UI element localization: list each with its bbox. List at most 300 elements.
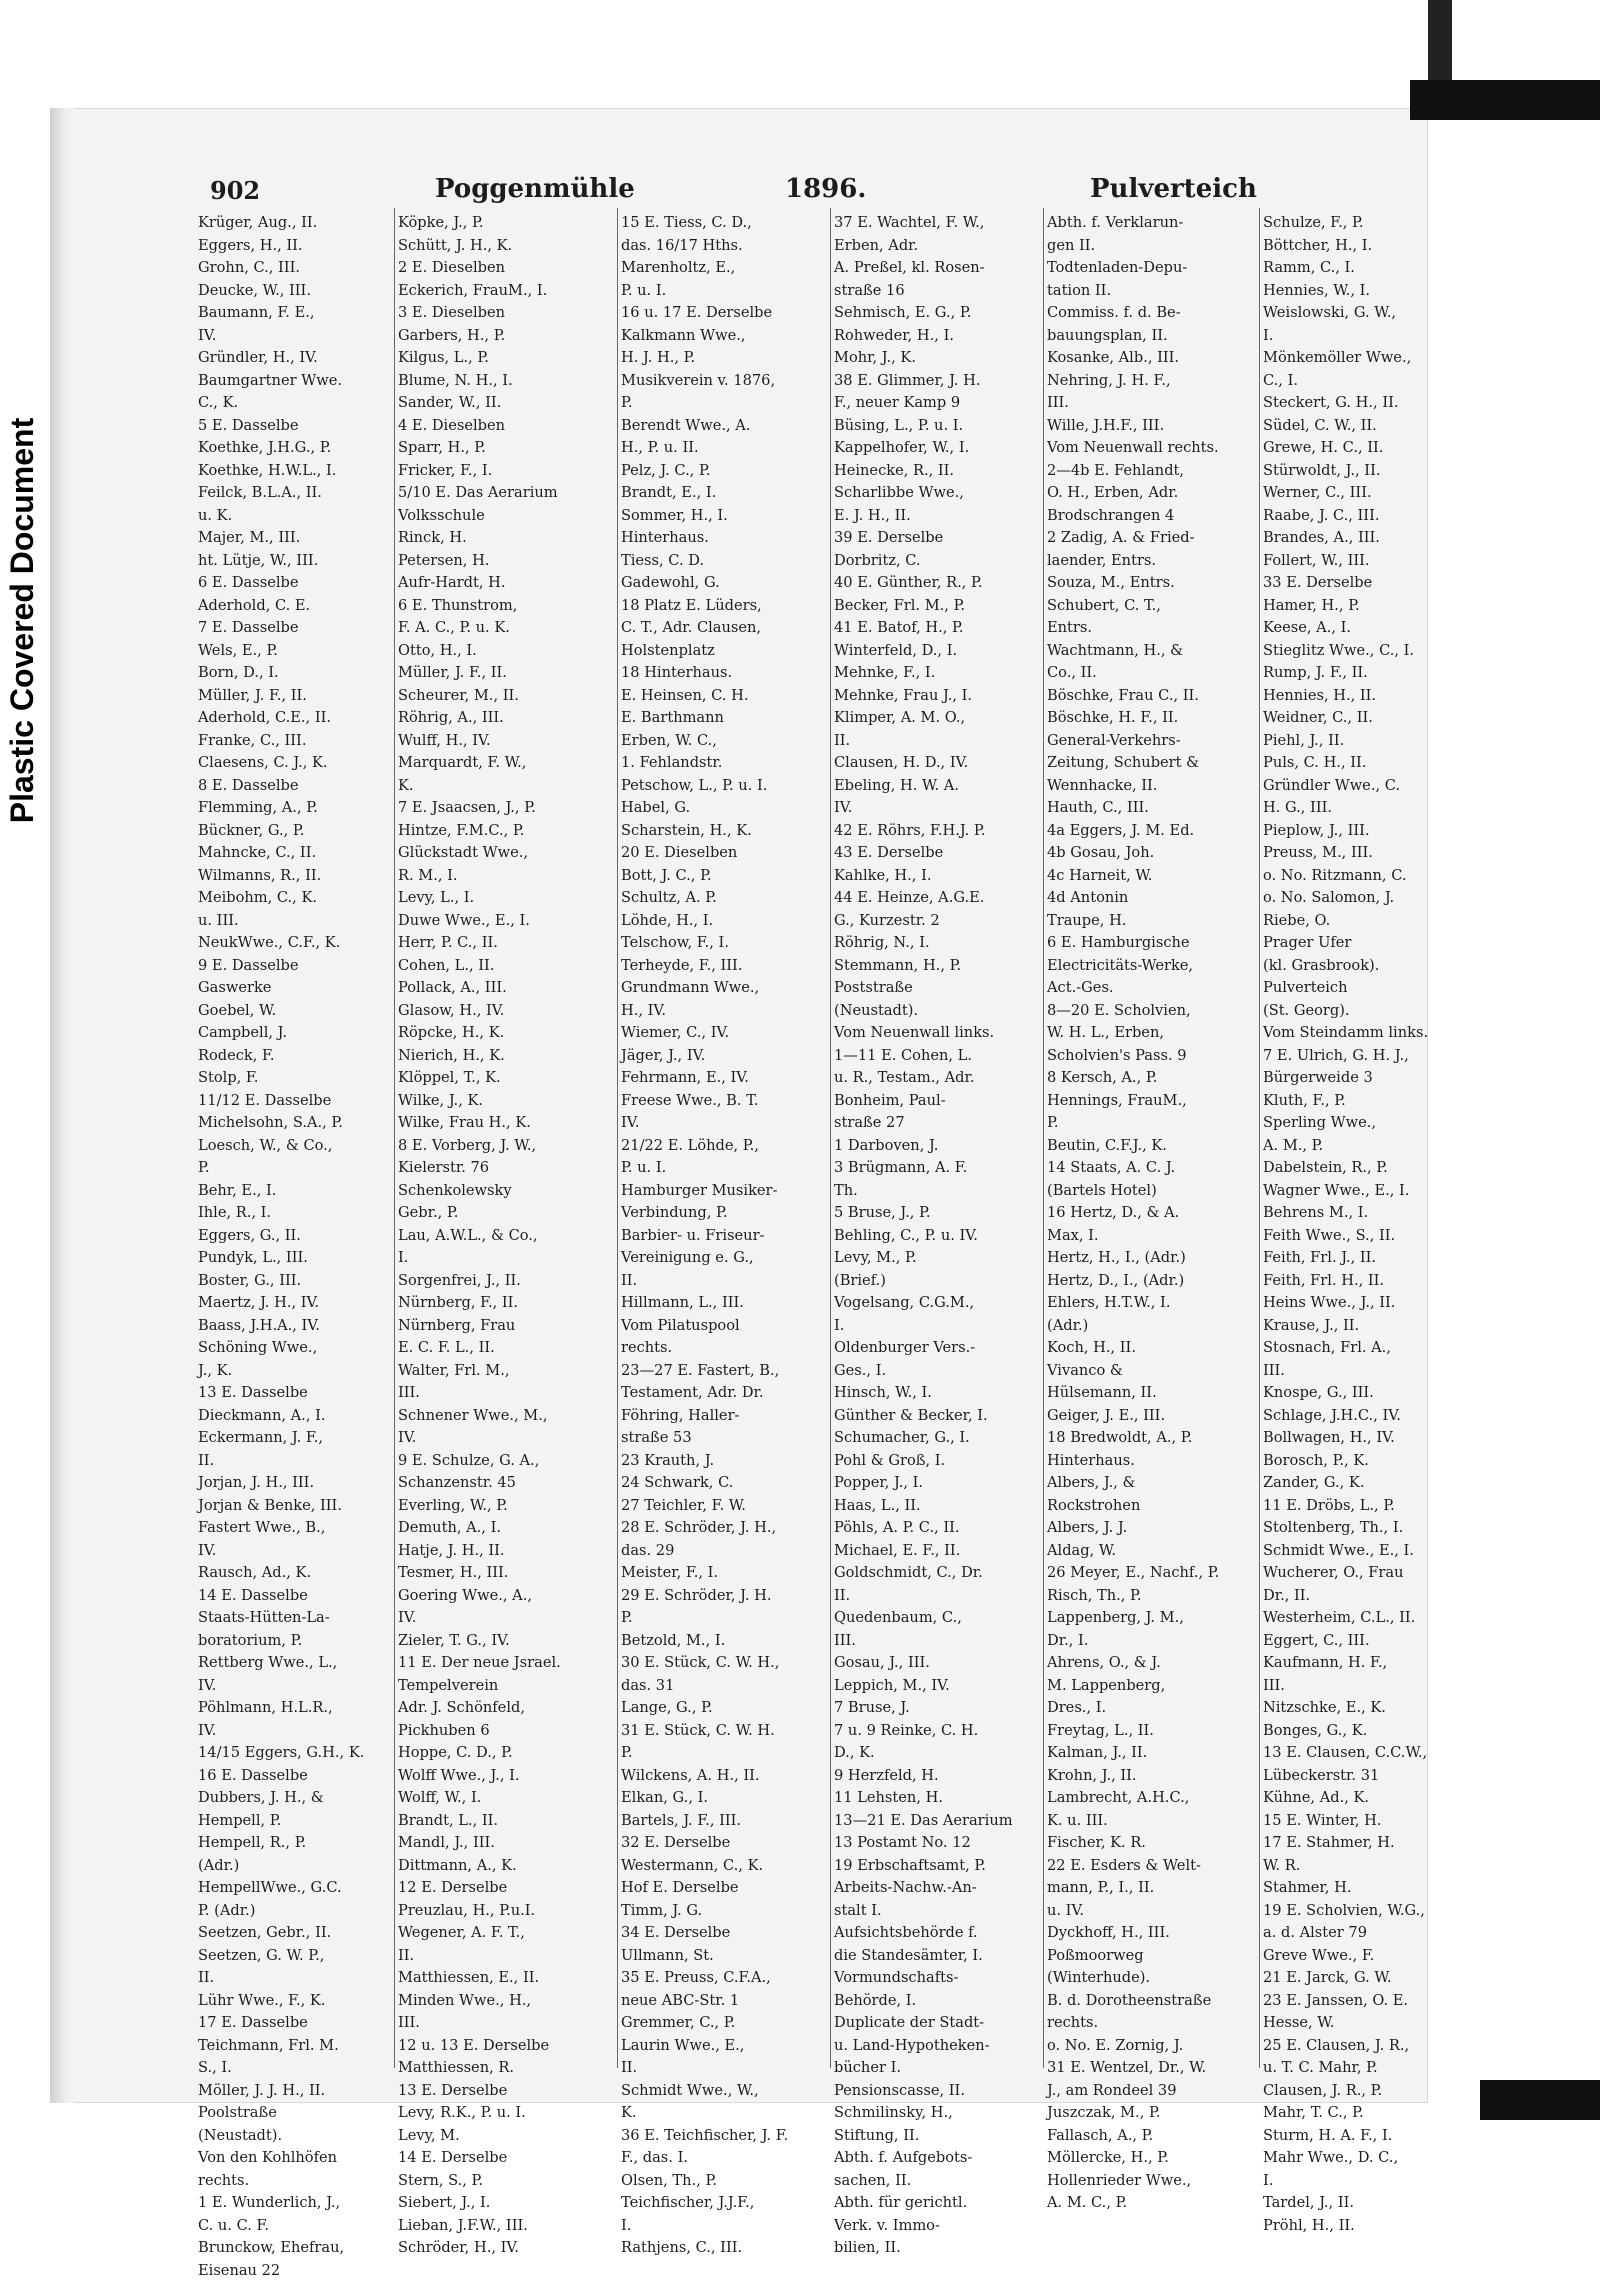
directory-entry-line: Claesens, C. J., K.: [198, 752, 390, 775]
directory-entry-line: IV.: [198, 325, 390, 348]
directory-entry-line: Loesch, W., & Co.,: [198, 1135, 390, 1158]
directory-entry-line: Schanzenstr. 45: [398, 1472, 614, 1495]
directory-entry-line: Feith, Frl. H., II.: [1263, 1270, 1473, 1293]
directory-entry-line: Ahrens, O., & J.: [1047, 1652, 1257, 1675]
directory-entry-line: G., Kurzestr. 2: [834, 910, 1040, 933]
directory-entry-line: Elkan, G., I.: [621, 1787, 827, 1810]
directory-entry-line: 35 E. Preuss, C.F.A.,: [621, 1967, 827, 1990]
directory-entry-line: Lieban, J.F.W., III.: [398, 2215, 614, 2238]
directory-entry-line: Haas, L., II.: [834, 1495, 1040, 1518]
directory-entry-line: Deucke, W., III.: [198, 280, 390, 303]
directory-entry-line: Th.: [834, 1180, 1040, 1203]
directory-entry-line: (Neustadt).: [198, 2125, 390, 2148]
directory-entry-line: Vereinigung e. G.,: [621, 1247, 827, 1270]
directory-entry-line: Heins Wwe., J., II.: [1263, 1292, 1473, 1315]
directory-entry-line: Westerheim, C.L., II.: [1263, 1607, 1473, 1630]
directory-entry-line: 34 E. Derselbe: [621, 1922, 827, 1945]
directory-entry-line: Wegener, A. F. T.,: [398, 1922, 614, 1945]
directory-entry-line: Duplicate der Stadt-: [834, 2012, 1040, 2035]
directory-entry-line: Teichfischer, J.J.F.,: [621, 2192, 827, 2215]
directory-entry-line: 21 E. Jarck, G. W.: [1263, 1967, 1473, 1990]
directory-entry-line: Petersen, H.: [398, 550, 614, 573]
directory-column-5: [1047, 212, 1257, 2072]
directory-entry-line: Pollack, A., III.: [398, 977, 614, 1000]
directory-entry-line: Dyckhoff, H., III.: [1047, 1922, 1257, 1945]
directory-entry-line: bauungsplan, II.: [1047, 325, 1257, 348]
directory-entry-line: Sommer, H., I.: [621, 505, 827, 528]
directory-entry-line: Verbindung, P.: [621, 1202, 827, 1225]
directory-entry-line: Fastert Wwe., B.,: [198, 1517, 390, 1540]
directory-entry-line: Lambrecht, A.H.C.,: [1047, 1787, 1257, 1810]
directory-entry-line: C., K.: [198, 392, 390, 415]
directory-entry-line: C., I.: [1263, 370, 1473, 393]
directory-entry-line: Vom Neuenwall links.: [834, 1022, 1040, 1045]
directory-entry-line: Kahlke, H., I.: [834, 865, 1040, 888]
directory-entry-line: bücher I.: [834, 2057, 1040, 2080]
directory-entry-line: Pöhls, A. P. C., II.: [834, 1517, 1040, 1540]
directory-entry-line: Gründler, H., IV.: [198, 347, 390, 370]
directory-entry-line: Cohen, L., II.: [398, 955, 614, 978]
directory-entry-line: Wucherer, O., Frau: [1263, 1562, 1473, 1585]
directory-entry-line: J., am Rondeel 39: [1047, 2080, 1257, 2103]
directory-entry-line: rechts.: [198, 2170, 390, 2193]
directory-entry-line: Terheyde, F., III.: [621, 955, 827, 978]
directory-entry-line: III.: [1263, 1360, 1473, 1383]
directory-entry-line: Kaufmann, H. F.,: [1263, 1652, 1473, 1675]
directory-entry-line: Feilck, B.L.A., II.: [198, 482, 390, 505]
directory-entry-line: 15 E. Tiess, C. D.,: [621, 212, 827, 235]
directory-entry-line: Rettberg Wwe., L.,: [198, 1652, 390, 1675]
directory-entry-line: IV.: [198, 1720, 390, 1743]
directory-entry-line: B. d. Dorotheenstraße: [1047, 1990, 1257, 2013]
column-rule: [1043, 208, 1044, 2068]
directory-entry-line: Laurin Wwe., E.,: [621, 2035, 827, 2058]
directory-entry-line: S., I.: [198, 2057, 390, 2080]
directory-entry-line: Koch, H., II.: [1047, 1337, 1257, 1360]
directory-entry-line: P.: [621, 1607, 827, 1630]
directory-entry-line: o. No. Salomon, J.: [1263, 887, 1473, 910]
directory-entry-line: Michelsohn, S.A., P.: [198, 1112, 390, 1135]
directory-entry-line: Michael, E. F., II.: [834, 1540, 1040, 1563]
directory-entry-line: Riebe, O.: [1263, 910, 1473, 933]
directory-entry-line: II.: [198, 1450, 390, 1473]
directory-entry-line: Garbers, H., P.: [398, 325, 614, 348]
directory-entry-line: Schütt, J. H., K.: [398, 235, 614, 258]
directory-entry-line: Röpcke, H., K.: [398, 1022, 614, 1045]
directory-entry-line: Holstenplatz: [621, 640, 827, 663]
directory-entry-line: Lau, A.W.L., & Co.,: [398, 1225, 614, 1248]
directory-entry-line: I.: [398, 1247, 614, 1270]
directory-entry-line: Gründler Wwe., C.: [1263, 775, 1473, 798]
directory-entry-line: Demuth, A., I.: [398, 1517, 614, 1540]
directory-entry-line: Teichmann, Frl. M.: [198, 2035, 390, 2058]
directory-entry-line: Wiemer, C., IV.: [621, 1022, 827, 1045]
directory-entry-line: Schöning Wwe.,: [198, 1337, 390, 1360]
directory-entry-line: Seetzen, G. W. P.,: [198, 1945, 390, 1968]
directory-entry-line: 8 E. Vorberg, J. W.,: [398, 1135, 614, 1158]
directory-entry-line: mann, P., I., II.: [1047, 1877, 1257, 1900]
directory-entry-line: Lübeckerstr. 31: [1263, 1765, 1473, 1788]
directory-entry-line: Hesse, W.: [1263, 2012, 1473, 2035]
directory-entry-line: Levy, R.K., P. u. I.: [398, 2102, 614, 2125]
directory-entry-line: Gremmer, C., P.: [621, 2012, 827, 2035]
directory-entry-line: 32 E. Derselbe: [621, 1832, 827, 1855]
directory-entry-line: Clausen, H. D., IV.: [834, 752, 1040, 775]
directory-entry-line: Von den Kohlhöfen: [198, 2147, 390, 2170]
directory-entry-line: 4c Harneit, W.: [1047, 865, 1257, 888]
directory-entry-line: Gadewohl, G.: [621, 572, 827, 595]
directory-entry-line: III.: [1047, 392, 1257, 415]
directory-entry-line: Aderhold, C. E.: [198, 595, 390, 618]
directory-entry-line: Mandl, J., III.: [398, 1832, 614, 1855]
scan-border-bottom-right: [1480, 2080, 1600, 2120]
directory-entry-line: Koethke, J.H.G., P.: [198, 437, 390, 460]
directory-entry-line: Zeitung, Schubert &: [1047, 752, 1257, 775]
directory-entry-line: Stern, S., P.: [398, 2170, 614, 2193]
directory-entry-line: Baass, J.H.A., IV.: [198, 1315, 390, 1338]
directory-entry-line: 3 Brügmann, A. F.: [834, 1157, 1040, 1180]
directory-entry-line: Mahr Wwe., D. C.,: [1263, 2147, 1473, 2170]
directory-entry-line: Dieckmann, A., I.: [198, 1405, 390, 1428]
directory-entry-line: Zieler, T. G., IV.: [398, 1630, 614, 1653]
directory-entry-line: Siebert, J., I.: [398, 2192, 614, 2215]
directory-entry-line: Stosnach, Frl. A.,: [1263, 1337, 1473, 1360]
directory-entry-line: II.: [621, 1270, 827, 1293]
directory-entry-line: W. R.: [1263, 1855, 1473, 1878]
directory-entry-line: Ramm, C., I.: [1263, 257, 1473, 280]
directory-entry-line: IV.: [198, 1540, 390, 1563]
directory-entry-line: 24 Schwark, C.: [621, 1472, 827, 1495]
directory-entry-line: Max, I.: [1047, 1225, 1257, 1248]
directory-entry-line: IV.: [198, 1675, 390, 1698]
directory-entry-line: Erben, Adr.: [834, 235, 1040, 258]
directory-entry-line: F., neuer Kamp 9: [834, 392, 1040, 415]
directory-entry-line: 18 Hinterhaus.: [621, 662, 827, 685]
directory-entry-line: a. d. Alster 79: [1263, 1922, 1473, 1945]
directory-entry-line: Hülsemann, II.: [1047, 1382, 1257, 1405]
directory-entry-line: Tempelverein: [398, 1675, 614, 1698]
directory-entry-line: Hennies, H., II.: [1263, 685, 1473, 708]
directory-entry-line: Aufsichtsbehörde f.: [834, 1922, 1040, 1945]
directory-entry-line: 21/22 E. Löhde, P.,: [621, 1135, 827, 1158]
directory-entry-line: Leppich, M., IV.: [834, 1675, 1040, 1698]
directory-entry-line: Telschow, F., I.: [621, 932, 827, 955]
directory-entry-line: Beutin, C.F.J., K.: [1047, 1135, 1257, 1158]
directory-entry-line: Sander, W., II.: [398, 392, 614, 415]
directory-entry-line: C. u. C. F.: [198, 2215, 390, 2238]
directory-column-2: [398, 212, 614, 2072]
directory-entry-line: Dr., II.: [1263, 1585, 1473, 1608]
directory-entry-line: P.: [198, 1157, 390, 1180]
directory-entry-line: Vogelsang, C.G.M.,: [834, 1292, 1040, 1315]
directory-entry-line: 38 E. Glimmer, J. H.: [834, 370, 1040, 393]
directory-entry-line: Petschow, L., P. u. I.: [621, 775, 827, 798]
directory-entry-line: Marquardt, F. W.,: [398, 752, 614, 775]
directory-entry-line: Baumann, F. E.,: [198, 302, 390, 325]
directory-entry-line: 6 E. Dasselbe: [198, 572, 390, 595]
directory-entry-line: Behling, C., P. u. IV.: [834, 1225, 1040, 1248]
directory-entry-line: straße 27: [834, 1112, 1040, 1135]
directory-entry-line: Abth. f. Aufgebots-: [834, 2147, 1040, 2170]
directory-entry-line: II.: [834, 1585, 1040, 1608]
directory-entry-line: Brunckow, Ehefrau,: [198, 2237, 390, 2260]
directory-entry-line: 11 Lehsten, H.: [834, 1787, 1040, 1810]
directory-entry-line: Böschke, Frau C., II.: [1047, 685, 1257, 708]
directory-entry-line: Aufr-Hardt, H.: [398, 572, 614, 595]
directory-entry-line: Fricker, F., I.: [398, 460, 614, 483]
sidebar-label-text: Plastic Covered Document: [5, 417, 42, 822]
directory-entry-line: Wachtmann, H., &: [1047, 640, 1257, 663]
directory-entry-line: Böschke, H. F., II.: [1047, 707, 1257, 730]
directory-entry-line: das. 31: [621, 1675, 827, 1698]
directory-entry-line: 9 E. Dasselbe: [198, 955, 390, 978]
directory-column-6: [1263, 212, 1473, 2072]
directory-entry-line: P. (Adr.): [198, 1900, 390, 1923]
directory-entry-line: Commiss. f. d. Be-: [1047, 302, 1257, 325]
directory-entry-line: 1 Darboven, J.: [834, 1135, 1040, 1158]
directory-entry-line: 16 E. Dasselbe: [198, 1765, 390, 1788]
directory-entry-line: IV.: [398, 1427, 614, 1450]
directory-entry-line: Müller, J. F., II.: [398, 662, 614, 685]
directory-entry-line: NeukWwe., C.F., K.: [198, 932, 390, 955]
directory-entry-line: 22 E. Esders & Welt-: [1047, 1855, 1257, 1878]
directory-entry-line: Bollwagen, H., IV.: [1263, 1427, 1473, 1450]
directory-entry-line: neue ABC-Str. 1: [621, 1990, 827, 2013]
directory-entry-line: Mehnke, Frau J., I.: [834, 685, 1040, 708]
directory-entry-line: Feith, Frl. J., II.: [1263, 1247, 1473, 1270]
directory-entry-line: (St. Georg).: [1263, 1000, 1473, 1023]
directory-entry-line: 14/15 Eggers, G.H., K.: [198, 1742, 390, 1765]
directory-entry-line: Poßmoorweg: [1047, 1945, 1257, 1968]
directory-entry-line: o. No. Ritzmann, C.: [1263, 865, 1473, 888]
directory-entry-line: Blume, N. H., I.: [398, 370, 614, 393]
directory-entry-line: Matthiessen, R.: [398, 2057, 614, 2080]
directory-entry-line: Marenholtz, E.,: [621, 257, 827, 280]
directory-column-3: [621, 212, 827, 2072]
directory-entry-line: H. J. H., P.: [621, 347, 827, 370]
directory-entry-line: 44 E. Heinze, A.G.E.: [834, 887, 1040, 910]
directory-entry-line: E. Barthmann: [621, 707, 827, 730]
directory-entry-line: 29 E. Schröder, J. H.: [621, 1585, 827, 1608]
directory-entry-line: Hennings, FrauM.,: [1047, 1090, 1257, 1113]
directory-entry-line: 3 E. Dieselben: [398, 302, 614, 325]
directory-entry-line: K.: [621, 2102, 827, 2125]
directory-entry-line: Nierich, H., K.: [398, 1045, 614, 1068]
directory-entry-line: 4 E. Dieselben: [398, 415, 614, 438]
directory-entry-line: Scharlibbe Wwe.,: [834, 482, 1040, 505]
directory-entry-line: 13 E. Derselbe: [398, 2080, 614, 2103]
directory-entry-line: Arbeits-Nachw.-An-: [834, 1877, 1040, 1900]
directory-entry-line: Hintze, F.M.C., P.: [398, 820, 614, 843]
directory-entry-line: Dres., I.: [1047, 1697, 1257, 1720]
directory-entry-line: Feith Wwe., S., II.: [1263, 1225, 1473, 1248]
directory-entry-line: 17 E. Dasselbe: [198, 2012, 390, 2035]
directory-entry-line: Hinsch, W., I.: [834, 1382, 1040, 1405]
directory-entry-line: 19 E. Scholvien, W.G.,: [1263, 1900, 1473, 1923]
directory-entry-line: Gosau, J., III.: [834, 1652, 1040, 1675]
directory-entry-line: Pieplow, J., III.: [1263, 820, 1473, 843]
directory-entry-line: Campbell, J.: [198, 1022, 390, 1045]
directory-entry-line: Bonheim, Paul-: [834, 1090, 1040, 1113]
directory-entry-line: Glasow, H., IV.: [398, 1000, 614, 1023]
directory-entry-line: Vivanco &: [1047, 1360, 1257, 1383]
directory-entry-line: II.: [198, 1967, 390, 1990]
directory-entry-line: Abth. f. Verklarun-: [1047, 212, 1257, 235]
directory-entry-line: Gaswerke: [198, 977, 390, 1000]
directory-entry-line: 9 E. Schulze, G. A.,: [398, 1450, 614, 1473]
directory-entry-line: 12 u. 13 E. Derselbe: [398, 2035, 614, 2058]
directory-entry-line: 11 E. Der neue Jsrael.: [398, 1652, 614, 1675]
directory-entry-line: Piehl, J., II.: [1263, 730, 1473, 753]
directory-entry-line: Tesmer, H., III.: [398, 1562, 614, 1585]
directory-entry-line: Entrs.: [1047, 617, 1257, 640]
directory-entry-line: Franke, C., III.: [198, 730, 390, 753]
directory-entry-line: Keese, A., I.: [1263, 617, 1473, 640]
directory-entry-line: Aderhold, C.E., II.: [198, 707, 390, 730]
directory-entry-line: Freese Wwe., B. T.: [621, 1090, 827, 1113]
directory-entry-line: Meibohm, C., K.: [198, 887, 390, 910]
directory-entry-line: Matthiessen, E., II.: [398, 1967, 614, 1990]
directory-entry-line: D., K.: [834, 1742, 1040, 1765]
directory-entry-line: Löhde, H., I.: [621, 910, 827, 933]
directory-entry-line: 23 Krauth, J.: [621, 1450, 827, 1473]
directory-entry-line: o. No. E. Zornig, J.: [1047, 2035, 1257, 2058]
directory-entry-line: Stürwoldt, J., II.: [1263, 460, 1473, 483]
directory-entry-line: (Bartels Hotel): [1047, 1180, 1257, 1203]
directory-entry-line: Eckerich, FrauM., I.: [398, 280, 614, 303]
directory-entry-line: Preuss, M., III.: [1263, 842, 1473, 865]
directory-entry-line: Minden Wwe., H.,: [398, 1990, 614, 2013]
directory-entry-line: 43 E. Derselbe: [834, 842, 1040, 865]
directory-entry-line: Kosanke, Alb., III.: [1047, 347, 1257, 370]
directory-entry-line: General-Verkehrs-: [1047, 730, 1257, 753]
directory-entry-line: u. Land-Hypotheken-: [834, 2035, 1040, 2058]
directory-entry-line: Puls, C. H., II.: [1263, 752, 1473, 775]
directory-entry-line: Brandt, E., I.: [621, 482, 827, 505]
directory-entry-line: Geiger, J. E., III.: [1047, 1405, 1257, 1428]
directory-entry-line: Ullmann, St.: [621, 1945, 827, 1968]
directory-entry-line: Mahr, T. C., P.: [1263, 2102, 1473, 2125]
directory-entry-line: 12 E. Derselbe: [398, 1877, 614, 1900]
directory-entry-line: Hillmann, L., III.: [621, 1292, 827, 1315]
column-rule: [1259, 208, 1260, 2068]
running-head-left: Poggenmühle: [435, 174, 635, 204]
directory-entry-line: Wels, E., P.: [198, 640, 390, 663]
directory-entry-line: Vormundschafts-: [834, 1967, 1040, 1990]
directory-entry-line: Wilckens, A. H., II.: [621, 1765, 827, 1788]
directory-entry-line: Hatje, J. H., II.: [398, 1540, 614, 1563]
directory-entry-line: Brandt, L., II.: [398, 1810, 614, 1833]
directory-entry-line: Kühne, Ad., K.: [1263, 1787, 1473, 1810]
directory-entry-line: Eckermann, J. F.,: [198, 1427, 390, 1450]
directory-entry-line: Oldenburger Vers.-: [834, 1337, 1040, 1360]
directory-entry-line: Stieglitz Wwe., C., I.: [1263, 640, 1473, 663]
directory-entry-line: Hauth, C., III.: [1047, 797, 1257, 820]
directory-entry-line: Kalkmann Wwe.,: [621, 325, 827, 348]
directory-entry-line: Lühr Wwe., F., K.: [198, 1990, 390, 2013]
directory-entry-line: Wulff, H., IV.: [398, 730, 614, 753]
directory-entry-line: Grundmann Wwe.,: [621, 977, 827, 1000]
directory-entry-line: rechts.: [1047, 2012, 1257, 2035]
directory-entry-line: die Standesämter, I.: [834, 1945, 1040, 1968]
directory-entry-line: Follert, W., III.: [1263, 550, 1473, 573]
directory-entry-line: Grewe, H. C., II.: [1263, 437, 1473, 460]
directory-entry-line: das. 29: [621, 1540, 827, 1563]
directory-entry-line: 19 Erbschaftsamt, P.: [834, 1855, 1040, 1878]
directory-entry-line: Kalman, J., II.: [1047, 1742, 1257, 1765]
directory-entry-line: Westermann, C., K.: [621, 1855, 827, 1878]
directory-entry-line: 7 Bruse, J.: [834, 1697, 1040, 1720]
directory-entry-line: rechts.: [621, 1337, 827, 1360]
directory-entry-line: Fischer, K. R.: [1047, 1832, 1257, 1855]
directory-entry-line: Ehlers, H.T.W., I.: [1047, 1292, 1257, 1315]
directory-entry-line: Weidner, C., II.: [1263, 707, 1473, 730]
directory-entry-line: (Winterhude).: [1047, 1967, 1257, 1990]
directory-entry-line: Rump, J. F., II.: [1263, 662, 1473, 685]
directory-entry-line: M. Lappenberg,: [1047, 1675, 1257, 1698]
directory-entry-line: Staats-Hütten-La-: [198, 1607, 390, 1630]
directory-entry-line: Co., II.: [1047, 662, 1257, 685]
directory-entry-line: Traupe, H.: [1047, 910, 1257, 933]
directory-entry-line: Werner, C., III.: [1263, 482, 1473, 505]
directory-entry-line: Pundyk, L., III.: [198, 1247, 390, 1270]
directory-entry-line: Seetzen, Gebr., II.: [198, 1922, 390, 1945]
directory-entry-line: tation II.: [1047, 280, 1257, 303]
directory-entry-line: II.: [621, 2057, 827, 2080]
directory-entry-line: P. u. I.: [621, 280, 827, 303]
directory-entry-line: 40 E. Günther, R., P.: [834, 572, 1040, 595]
directory-entry-line: Stoltenberg, Th., I.: [1263, 1517, 1473, 1540]
directory-entry-line: ht. Lütje, W., III.: [198, 550, 390, 573]
directory-entry-line: E. J. H., II.: [834, 505, 1040, 528]
directory-entry-line: 27 Teichler, F. W.: [621, 1495, 827, 1518]
directory-entry-line: A. M. C., P.: [1047, 2192, 1257, 2215]
directory-entry-line: 30 E. Stück, C. W. H.,: [621, 1652, 827, 1675]
directory-entry-line: Winterfeld, D., I.: [834, 640, 1040, 663]
directory-entry-line: Klöppel, T., K.: [398, 1067, 614, 1090]
directory-entry-line: Herr, P. C., II.: [398, 932, 614, 955]
directory-entry-line: 18 Platz E. Lüders,: [621, 595, 827, 618]
directory-entry-line: Olsen, Th., P.: [621, 2170, 827, 2193]
directory-entry-line: 8 Kersch, A., P.: [1047, 1067, 1257, 1090]
directory-entry-line: Glückstadt Wwe.,: [398, 842, 614, 865]
directory-entry-line: 5/10 E. Das Aerarium: [398, 482, 614, 505]
directory-entry-line: 16 u. 17 E. Derselbe: [621, 302, 827, 325]
directory-entry-line: Hennies, W., I.: [1263, 280, 1473, 303]
directory-entry-line: Krause, J., II.: [1263, 1315, 1473, 1338]
directory-entry-line: 1—11 E. Cohen, L.: [834, 1045, 1040, 1068]
directory-entry-line: Goldschmidt, C., Dr.: [834, 1562, 1040, 1585]
directory-entry-line: Eggert, C., III.: [1263, 1630, 1473, 1653]
directory-entry-line: Goebel, W.: [198, 1000, 390, 1023]
directory-entry-line: Wagner Wwe., E., I.: [1263, 1180, 1473, 1203]
directory-entry-line: Pöhlmann, H.L.R.,: [198, 1697, 390, 1720]
directory-entry-line: Otto, H., I.: [398, 640, 614, 663]
directory-entry-line: IV.: [398, 1607, 614, 1630]
directory-entry-line: Sorgenfrei, J., II.: [398, 1270, 614, 1293]
directory-entry-line: stalt I.: [834, 1900, 1040, 1923]
directory-entry-line: Schlage, J.H.C., IV.: [1263, 1405, 1473, 1428]
directory-entry-line: Wolff Wwe., J., I.: [398, 1765, 614, 1788]
directory-entry-line: Müller, J. F., II.: [198, 685, 390, 708]
directory-entry-line: Rathjens, C., III.: [621, 2237, 827, 2260]
directory-entry-line: 7 E. Jsaacsen, J., P.: [398, 797, 614, 820]
directory-entry-line: P.: [1047, 1112, 1257, 1135]
directory-entry-line: boratorium, P.: [198, 1630, 390, 1653]
directory-entry-line: Vom Pilatuspool: [621, 1315, 827, 1338]
page-edge-shadow: [50, 108, 74, 2103]
directory-entry-line: 25 E. Clausen, J. R.,: [1263, 2035, 1473, 2058]
